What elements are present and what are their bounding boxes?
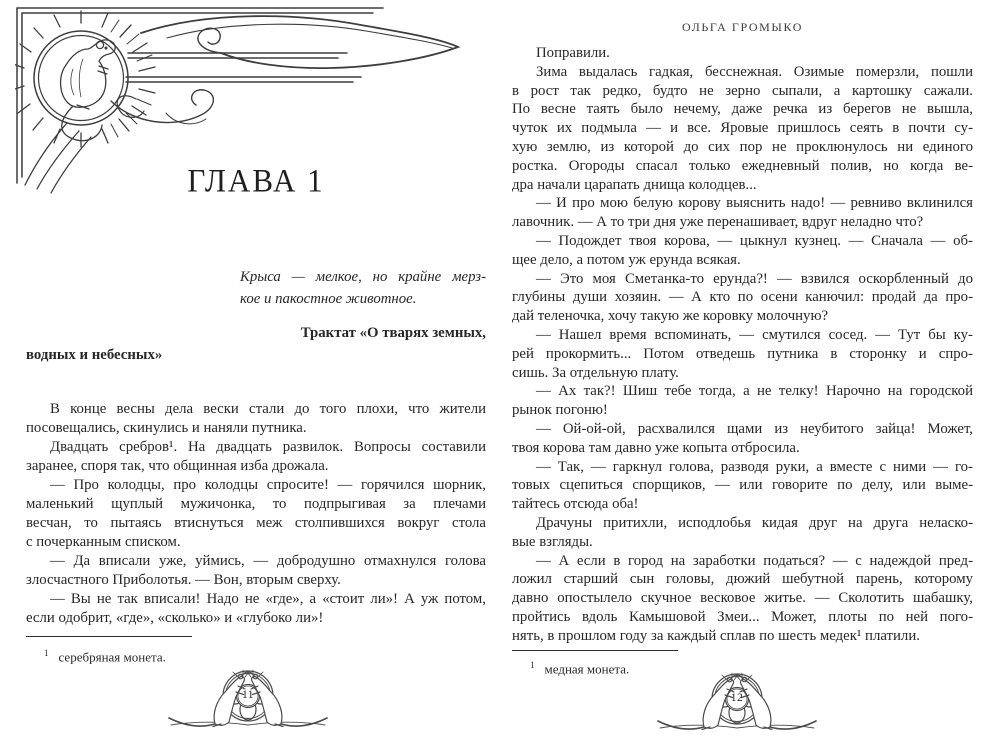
text-line: — Про колодцы, про колодцы спросите! — горячился шорник, [50,477,486,493]
paragraph [512,63,973,195]
text-line: твоя корова там давно уже копыта отбросила. [512,439,800,456]
text-line: нять, в прошлом году за каждый сплав по шесть медек¹ платили. [512,627,920,644]
text-line: заранее, споря так, что общинная изба дрожала. [26,458,329,474]
text-line: злосчастного Приболотья. — Вон, вторым сверху. [26,572,341,588]
paragraph [26,438,486,476]
paragraph [512,232,973,270]
text-line: весчан, то пытаясь втиснуться меж столпившихся вокруг стола [26,515,486,531]
text-line: лавочник. — А то три дня уже перенашивает, вдруг неладно что? [512,214,924,231]
page-number-ornament [163,668,333,730]
text-line: чуток их подмыла — и все. Яровые пришлось сеять в почти су- [512,120,973,137]
right-page [512,0,973,746]
epigraph-source [26,322,486,366]
paragraph [512,552,973,646]
text-line: — Так, — гаркнул голова, разводя руки, а вместе с ними — го- [536,458,973,475]
text-line: рынок погоню! [512,402,608,419]
text-line: — Ой-ой-ой, расхвалился щами из неубитого зайца! Может, [536,420,973,437]
text-line: — Нашел время вспоминать, — смутился сосед. — Тут бы ку- [536,326,973,343]
text-line: хую землю, из которой до сих пор не проклюнулось ни единого [512,138,973,155]
text-line: — А если в город на заработки податься? — с надеждой пред- [536,552,973,569]
text-line: Крыса — мелкое, но крайне мерз- [240,269,486,285]
paragraph [26,476,486,552]
text-line: — Подождет твоя корова, — цыкнул кузнец. — Сначала — об- [536,232,973,249]
text-line: — Вы не так вписали! Надо не «где», а «стоит ли»! А уж потом, [50,591,486,607]
text-line: дра начали царапать днища колодцев... [512,176,757,193]
paragraph [512,44,973,63]
paragraph [512,514,973,552]
text-line: По весне таять было нечему, даже речка из берегов не вышла, [512,101,973,118]
text-line: если одобрит, «где», «сколько» и «глубоко ли»! [26,610,324,626]
footnote-text: медная монета. [544,661,630,677]
footnote-marker: 1 [530,660,535,670]
text-line: с почерканным списком. [26,534,181,550]
footnote-divider [26,636,192,637]
text-line: Трактат «О тварях земных, [300,325,486,341]
footnote-divider [512,650,678,651]
text-line: Двадцать сребров¹. На двадцать развилок. Вопросы составили [50,439,486,455]
text-line: водных и небесных» [26,347,163,363]
text-line: кое и пакостное животное. [240,291,417,307]
paragraph [512,420,973,458]
text-line: ложил старший сын головы, дюжий шебутной парень, которому [512,571,973,588]
text-line: вые взгляды. [512,533,593,550]
running-header: ОЛЬГА ГРОМЫКО [681,20,804,34]
paragraph [512,194,973,232]
chapter-heading: ГЛАВА 1 [187,162,325,199]
page-number-ornament [652,671,822,733]
text-line: — Да вписали уже, уймись, — добродушно отмахнулся голова [50,553,486,569]
text-line: посовещались, скинулись и наняли путника. [26,420,307,436]
text-line: — Это моя Сметанка-то ерунда?! — взвился оскорбленный до [536,270,973,287]
text-line: глубины души хозяин. — А кто по осени канючил: продай да про- [512,289,973,306]
page-number: 12 [730,692,744,704]
text-line: Поправили. [536,45,610,61]
paragraph [512,382,973,420]
paragraph [512,326,973,382]
paragraph [26,590,486,628]
text-line: — Ах так?! Шиш тебе тогда, а не телку! Нарочно на городской [536,383,973,400]
right-page-body-text [512,44,973,646]
text-line: товых сцепиться спорщиков, — или говорите по делу, или выме- [512,477,973,494]
text-line: Драчуны притихли, исподлобья кидая друг на друга неласко- [536,514,973,531]
text-line: дай теленочка, хочу такую же коровку молочную? [512,308,829,325]
text-line: ростка. Огороды спасал только ежедневный полив, но когда ве- [512,157,973,174]
text-line: сишь. За отдельную плату. [512,364,679,381]
text-line: маленький щуплый мужичонка, то подпрыгивая за плечами [26,496,486,512]
paragraph [26,552,486,590]
footnote-marker: 1 [44,648,49,658]
text-line: в рост так редко, будто не зерно сыпали, а картошку сажали. [512,82,973,99]
paragraph [26,400,486,438]
page-number: 11 [241,689,255,701]
text-line: Зима выдалась гадкая, бесснежная. Озимые померзли, пошли [536,63,973,80]
footnote-text: серебряная монета. [58,649,166,665]
paragraph [512,270,973,326]
left-page-body-text [26,400,486,628]
text-line: В конце весны дела вески стали до того плохи, что жители [50,401,486,417]
left-page [26,0,486,746]
paragraph [512,458,973,514]
text-line: пройтись вдоль Камышовой Змеи... Может, плоты по ней пого- [512,608,973,625]
text-line: — И про мою белую корову выяснить надо! — ревниво вклинился [536,195,973,212]
footnote [26,645,486,665]
text-line: щее дело, а потом уж ерунда всякая. [512,251,741,268]
text-line: тайтесь отсюда оба! [512,496,639,513]
text-line: давно опостылело скучное весковое житье. — Сколотить шабашку, [512,590,973,607]
epigraph-quote [240,266,486,310]
text-line: рей прокормить... Потом отведешь путника в сторонку и спро- [512,345,973,362]
